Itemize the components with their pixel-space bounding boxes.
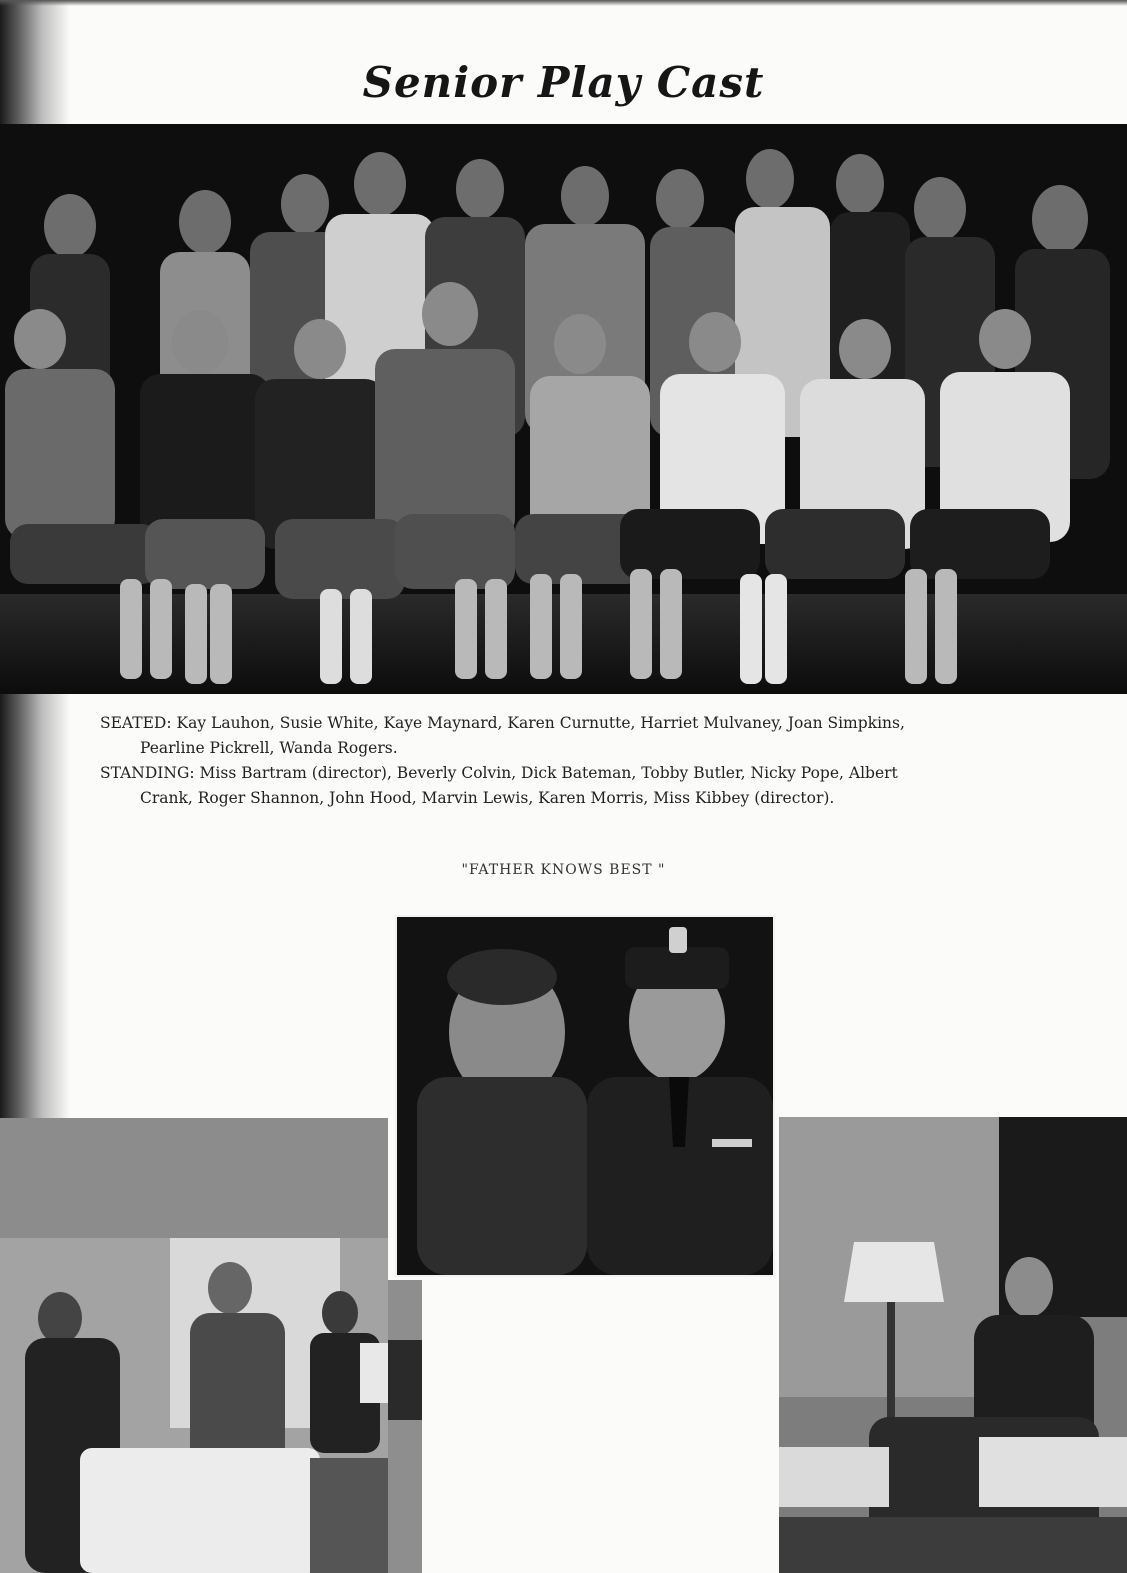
cast-group-photo [0, 124, 1127, 694]
page-title: Senior Play Cast [362, 58, 765, 107]
standing-label: STANDING: [100, 764, 195, 782]
seated-names-1: Kay Lauhon, Susie White, Kaye Maynard, Karen Curnutte, Harriet Mulvaney, Joan Simpkins, [176, 714, 905, 732]
scene-photo-living-room-edge [388, 1280, 422, 1573]
play-title: "FATHER KNOWS BEST " [461, 862, 666, 878]
cast-caption [100, 711, 1020, 811]
page-top-edge [0, 0, 1127, 6]
standing-names-1: Miss Bartram (director), Beverly Colvin, Dick Bateman, Tobby Butler, Nicky Pope, Albert [199, 764, 898, 782]
seated-names-2: Pearline Pickrell, Wanda Rogers. [140, 739, 398, 757]
standing-names-2: Crank, Roger Shannon, John Hood, Marvin Lewis, Karen Morris, Miss Kibbey (director). [140, 789, 835, 807]
scene-photo-policeman [395, 915, 775, 1277]
scene-photo-seated-man [779, 1117, 1127, 1573]
seated-label: SEATED: [100, 714, 172, 732]
scene-photo-living-room [0, 1118, 388, 1573]
seated-line-1 [100, 711, 1020, 736]
standing-line-1 [100, 761, 1020, 786]
